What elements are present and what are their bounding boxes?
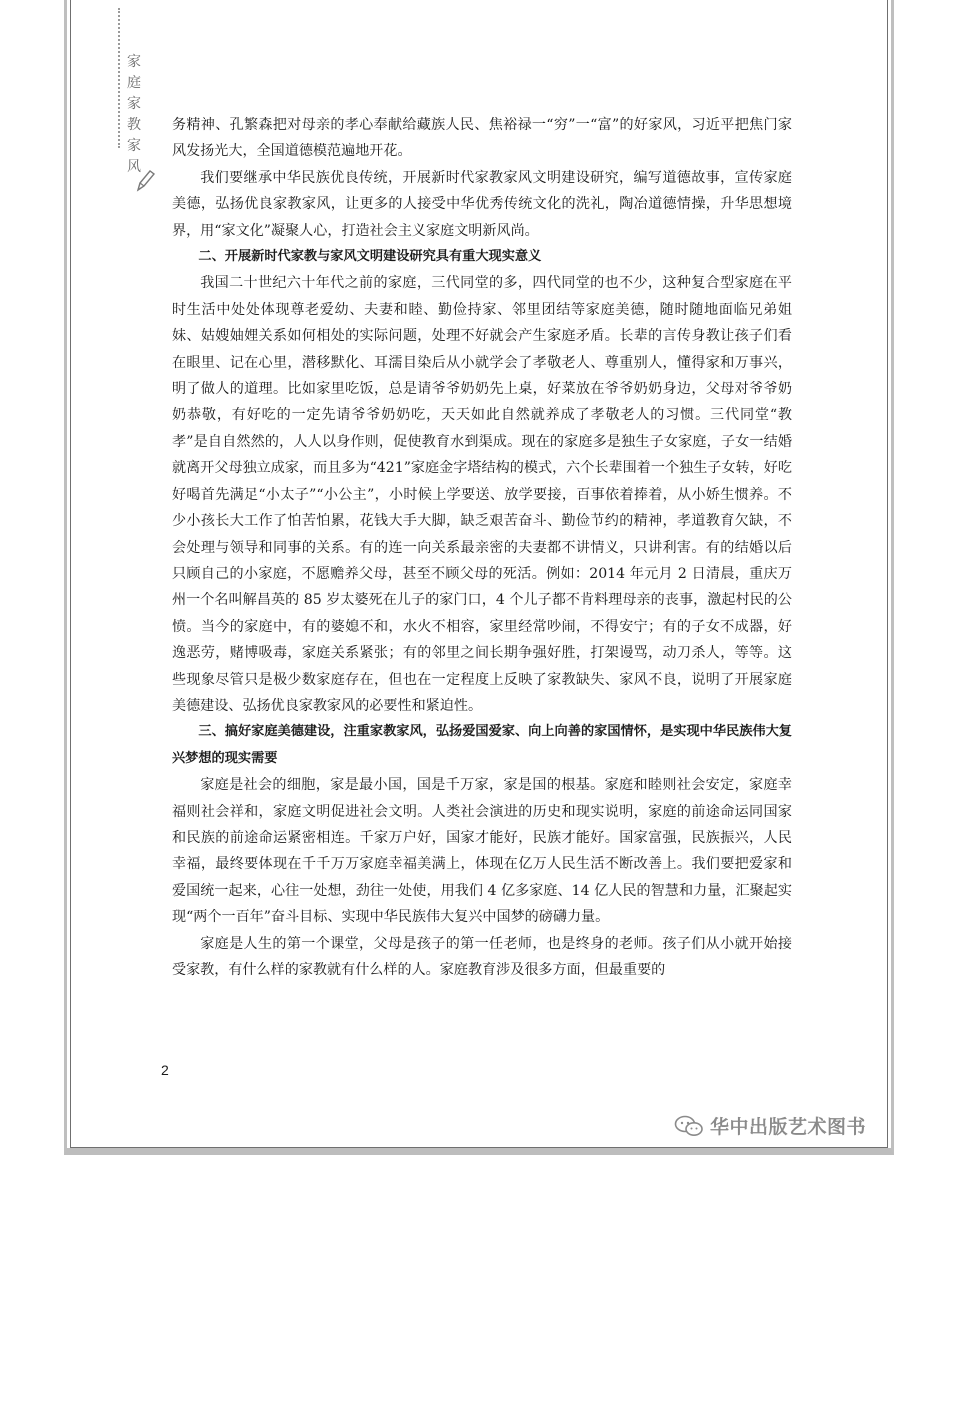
- main-text: [172, 112, 792, 983]
- watermark: [674, 1112, 866, 1139]
- paragraph: 我们要继承中华民族优良传统，开展新时代家教家风文明建设研究，编写道德故事，宣传家庭美德，弘扬优良家教家风，让更多的人接受中华优秀传统文化的洗礼，陶冶道德情操，升华思想境界，用“家文化”凝聚人心，打造社会主义家庭文明新风尚。: [172, 169, 792, 239]
- running-head-char: 教: [127, 117, 141, 133]
- section-heading: 三、搞好家庭美德建设，注重家教家风，弘扬爱国爱家、向上向善的家国情怀，是实现中华民族伟大复兴梦想的现实需要: [172, 724, 792, 766]
- running-head: [118, 52, 150, 178]
- running-head-char: 家: [127, 96, 141, 112]
- watermark-text: 华中出版艺术图书: [710, 1116, 867, 1138]
- running-head-char: 家: [127, 54, 141, 70]
- running-head-char: 家: [127, 138, 141, 154]
- section-heading: 二、开展新时代家教与家风文明建设研究具有重大现实意义: [198, 249, 542, 265]
- paragraph-continuation: 务精神、孔繁森把对母亲的孝心奉献给藏族人民、焦裕禄一“穷”一“富”的好家风，习近平把焦门家风发扬光大，全国道德模范遍地开花。: [172, 117, 792, 160]
- running-head-char: 庭: [127, 75, 141, 91]
- running-head-char: 风: [127, 159, 141, 175]
- paragraph: 家庭是人生的第一个课堂，父母是孩子的第一任老师，也是终身的老师。孩子们从小就开始接受家教，有什么样的家教就有什么样的人。家庭教育涉及很多方面，但最重要的: [172, 935, 792, 978]
- paragraph: 家庭是社会的细胞，家是最小国，国是千万家，家是国的根基。家庭和睦则社会安定，家庭幸福则社会祥和，家庭文明促进社会文明。人类社会演进的历史和现实说明，家庭的前途命运同国家和民族的前途命运紧密相连。千家万户好，国家才能好，民族才能好。国家富强，民族振兴，人民幸福，最终要体现在千千万万家庭幸福美满上，体现在亿万人民生活不断改善上。我们要把爱家和爱国统一起来，心往一处想，劲往一处使，用我们 4 亿多家庭、14 亿人民的智慧和力量，汇聚起实现“两个一百年”奋斗目标、实现中华民族伟大复兴中国梦的磅礴力量。: [172, 777, 792, 926]
- pencil-icon: [134, 168, 156, 194]
- paragraph: 我国二十世纪六十年代之前的家庭，三代同堂的多，四代同堂的也不少，这种复合型家庭在平时生活中处处体现尊老爱幼、夫妻和睦、勤俭持家、邻里团结等家庭美德，随时随地面临兄弟姐妹、姑嫂妯娌关系如何相处的实际问题，处理不好就会产生家庭矛盾。长辈的言传身教让孩子们看在眼里、记在心里，潜移默化、耳濡目染后从小就学会了孝敬老人、尊重别人，懂得家和万事兴，明了做人的道理。比如家里吃饭，总是请爷爷奶奶先上桌，好菜放在爷爷奶奶身边，父母对爷爷奶奶恭敬，有好吃的一定先请爷爷奶奶吃，天天如此自然就养成了孝敬老人的习惯。三代同堂“教孝”是自自然然的，人人以身作则，促使教育水到渠成。现在的家庭多是独生子女家庭，子女一结婚就离开父母独立成家，而且多为“421”家庭金字塔结构的模式，六个长辈围着一个独生子女转，好吃好喝首先满足“小太子”“小公主”，小时候上学要送、放学要接，百事依着捧着，从小娇生惯养。不少小孩长大工作了怕苦怕累，花钱大手大脚，缺乏艰苦奋斗、勤俭节约的精神，孝道教育欠缺，不会处理与领导和同事的关系。有的连一向关系最亲密的夫妻都不讲情义，只讲利害。有的结婚以后只顾自己的小家庭，不愿赡养父母，甚至不顾父母的死活。例如：2014 年元月 2 日清晨，重庆万州一个名叫解昌英的 85 岁太婆死在儿子的家门口，4 个儿子都不肯料理母亲的丧事，激起村民的公愤。当今的家庭中，有的婆媳不和，水火不相容，家里经常吵闹，不得安宁；有的子女不成器，好逸恶劳，赌博吸毒，家庭关系紧张；有的邻里之间长期争强好胜，打架谩骂，动刀杀人，等等。这些现象尽管只是极少数家庭存在，但也在一定程度上反映了家教缺失、家风不良，说明了开展家庭美德建设、弘扬优良家教家风的必要性和紧迫性。: [172, 275, 792, 714]
- wechat-icon: [674, 1114, 704, 1138]
- page-number: 2: [161, 1062, 169, 1078]
